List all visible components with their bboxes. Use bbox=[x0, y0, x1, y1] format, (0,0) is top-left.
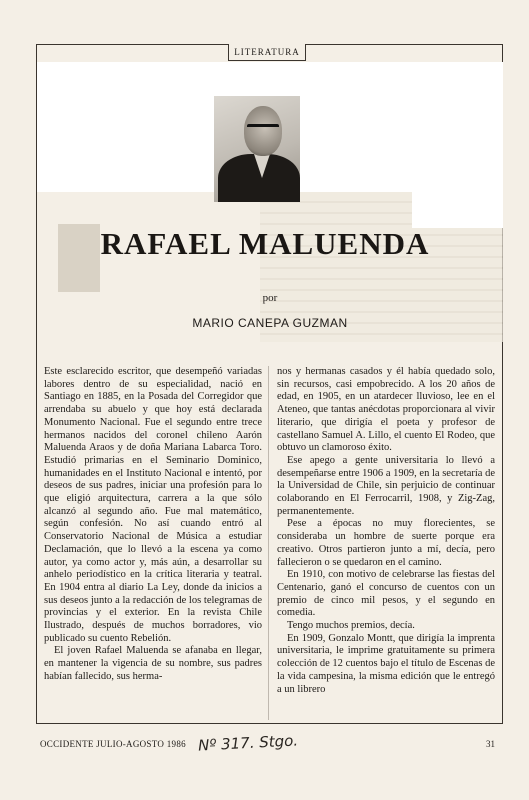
paragraph: En 1910, con motivo de celebrarse las fiestas del Centenario, ganó el concurso de cuentos con un premio de cinco mil pesos, y el segundo en comedia. bbox=[277, 569, 495, 619]
text-column-left bbox=[44, 366, 262, 720]
scan-patch bbox=[58, 224, 100, 292]
blank-area-right bbox=[412, 190, 503, 228]
publication-info: OCCIDENTE JULIO-AGOSTO 1986 bbox=[40, 739, 186, 749]
paragraph: Ese apego a gente universitaria lo llevó a desempeñarse entre 1906 a 1909, en la secretaría de la Universidad de Chile, sin perjuicio de continuar colaborando en El Ferrocarril, 1908, y Zig-Zag, permanentemente. bbox=[277, 454, 495, 517]
byline-author: MARIO CANEPA GUZMAN bbox=[192, 316, 348, 330]
section-label: LITERATURA bbox=[228, 44, 306, 61]
portrait-glasses bbox=[247, 124, 279, 134]
column-divider bbox=[268, 366, 269, 720]
paragraph: Pese a épocas no muy florecientes, se consideraba un hombre de suerte porque era creativo. Otros partieron junto a mí, decía, pero fallecieron o se quedaron en el camino. bbox=[277, 518, 495, 568]
page-number: 31 bbox=[486, 739, 495, 749]
paragraph: Este esclarecido escritor, que desempeñó variadas labores dentro de su especialidad, nació en Santiago en 1885, en la Posada del Corregidor que arrendaba su abuelo y que hoy está declarada Monumento Nacional. Fue el segundo entre trece hermanos nacidos del coronel chileno Aarón Maluenda Araos y de doña Mariana Labarca Toro. Estudió primarias en el Seminario Dominico, humanidades en el Instituto Nacional e intentó, por deseos de sus padres, iniciar una profesión para lo que eligió arquitectura, carrera a la que sólo alcanzó al segundo año. Fue mal matemático, según confesión. No así cuando entró al Conservatorio Nacional de Música a estudiar Declamación, que lo llevó a la escena ya como autor, ya como actor y, más aún, a desarrollar su anhelo periodístico en la crítica literaria y teatral. En 1904 entra al diario La Ley, donde da inicios a sus deseos junto a la redacción de los telegramas de provincias y el exterior. En la revista Chile Ilustrado, después de muchos borradores, vio publicado su cuento Rebelión. bbox=[44, 366, 262, 644]
text-column-right bbox=[277, 366, 495, 720]
handwritten-note: Nº 317. Stgo. bbox=[197, 731, 299, 755]
paragraph: El joven Rafael Maluenda se afanaba en llegar, en mantener la vigencia de su nombre, sus padres habían fallecido, sus herma- bbox=[44, 645, 262, 682]
paragraph: En 1909, Gonzalo Montt, que dirigía la imprenta universitaria, le imprime gratuitamente su primera colección de 12 cuentos bajo el título de Escenas de la vida campesina, la misma edición que le entregó a un librero bbox=[277, 632, 495, 695]
byline-prefix: por bbox=[262, 292, 278, 304]
paragraph: Tengo muchos premios, decía. bbox=[287, 620, 415, 632]
author-portrait bbox=[214, 96, 300, 202]
paragraph: nos y hermanas casados y él había quedado solo, sin recursos, casi empobrecido. A los 20 años de edad, en 1905, en un atardecer lluvioso, lee en el Ateneo, que tantas anécdotas proporcionara al vivir literario, que dirigía el poeta y profesor de castellano Samuel A. Lillo, el cuento El Rodeo, que obtuvo un clamoroso éxito. bbox=[277, 366, 495, 454]
article-title: RAFAEL MALUENDA bbox=[100, 226, 430, 261]
